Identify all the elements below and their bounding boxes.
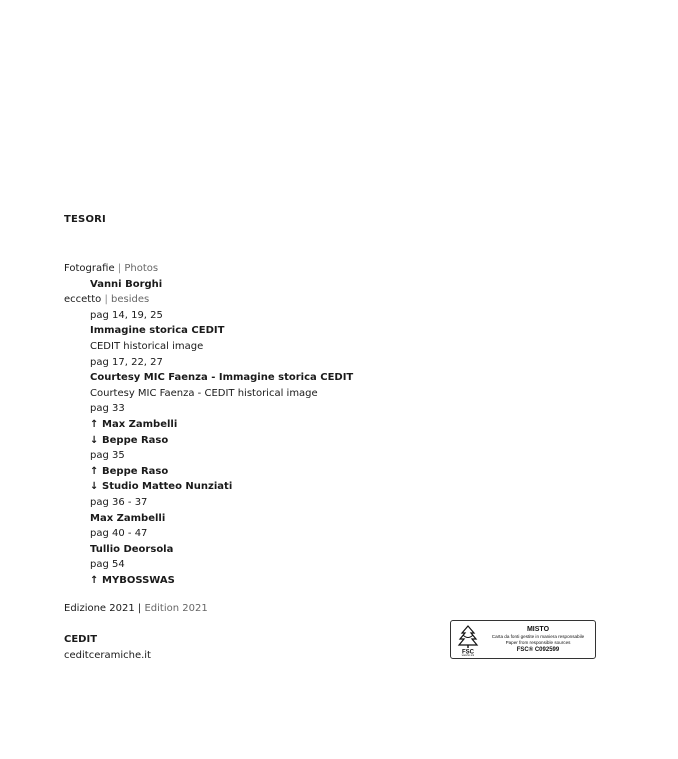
credit-entry [64, 417, 353, 433]
except-label: eccetto [64, 294, 102, 306]
credit-entry-text: Tullio Deorsola [90, 543, 174, 555]
credit-entry [64, 464, 353, 480]
credit-entry [64, 495, 353, 511]
credit-entry [64, 308, 353, 324]
credit-entry [64, 401, 353, 417]
credit-entry-text: CEDIT historical image [90, 340, 204, 352]
separator: | [137, 603, 142, 614]
credit-entry [64, 557, 353, 573]
credit-entry-text: Courtesy MIC Faenza - Immagine storica CEDIT [90, 372, 354, 384]
credit-entry-text: pag 35 [90, 450, 125, 462]
fsc-text-block [484, 625, 592, 654]
edition-it: Edizione 2021 [64, 603, 135, 614]
arrow-up-icon: ↑ [90, 418, 99, 430]
page-title: TESORI [64, 214, 106, 225]
credit-entry [64, 323, 353, 339]
photos-heading [64, 261, 353, 277]
website-link[interactable]: ceditceramiche.it [64, 650, 151, 661]
brand-name: CEDIT [64, 634, 98, 645]
arrow-down-icon: ↓ [90, 481, 99, 493]
credit-entry-text: pag 14, 19, 25 [90, 309, 163, 321]
credit-entry [64, 448, 353, 464]
credit-entry-text: Immagine storica CEDIT [90, 325, 225, 337]
arrow-down-icon: ↓ [90, 434, 99, 446]
credit-entry-text: MYBOSSWAS [102, 574, 175, 586]
fsc-category: MISTO [526, 626, 550, 633]
credit-entry-text: pag 17, 22, 27 [90, 356, 163, 368]
credit-entry [64, 433, 353, 449]
credit-entry-text: Max Zambelli [90, 512, 166, 524]
credit-entry-text: pag 36 - 37 [90, 496, 148, 508]
credit-entry-text: Courtesy MIC Faenza - CEDIT historical image [90, 387, 318, 399]
credit-entry [64, 339, 353, 355]
edition-line [64, 603, 208, 614]
fsc-description-en: Paper from responsible sources [505, 640, 571, 645]
fsc-license-code: FSC® C092599 [516, 647, 560, 653]
fsc-description-it: Carta da fonti gestite in maniera responsabile [491, 634, 585, 639]
credit-entry-text: Max Zambelli [102, 418, 178, 430]
credit-entry-text: Beppe Raso [102, 434, 169, 446]
edition-en: Edition 2021 [144, 603, 208, 614]
credit-entry [64, 479, 353, 495]
except-label-en: besides [111, 294, 150, 306]
credit-entry [64, 355, 353, 371]
credit-entry [64, 542, 353, 558]
fsc-certification-label [450, 620, 596, 659]
fsc-logo-url: www.fsc.org [461, 655, 475, 656]
separator: | [104, 294, 108, 306]
credit-entry-text: pag 54 [90, 559, 125, 571]
credit-entry [64, 526, 353, 542]
credit-entry-text: Studio Matteo Nunziati [102, 481, 233, 493]
credit-entry [64, 370, 353, 386]
fsc-tree-logo-icon [455, 623, 481, 656]
credit-entry [64, 386, 353, 402]
arrow-up-icon: ↑ [90, 465, 99, 477]
fsc-logo-text: FSC [462, 649, 474, 656]
photographer-name: Vanni Borghi [90, 278, 163, 290]
photos-label-en: Photos [124, 263, 159, 274]
except-heading [64, 292, 353, 308]
credit-entry [64, 511, 353, 527]
credit-entry-text: pag 33 [90, 403, 125, 415]
photos-label: Fotografie [64, 263, 115, 274]
photo-credits [64, 261, 353, 588]
credit-entry-text: pag 40 - 47 [90, 528, 148, 540]
separator: | [117, 263, 122, 274]
credit-entry [64, 573, 353, 589]
credit-entries [64, 308, 353, 589]
credit-entry-text: Beppe Raso [102, 465, 169, 477]
arrow-up-icon: ↑ [90, 574, 99, 586]
